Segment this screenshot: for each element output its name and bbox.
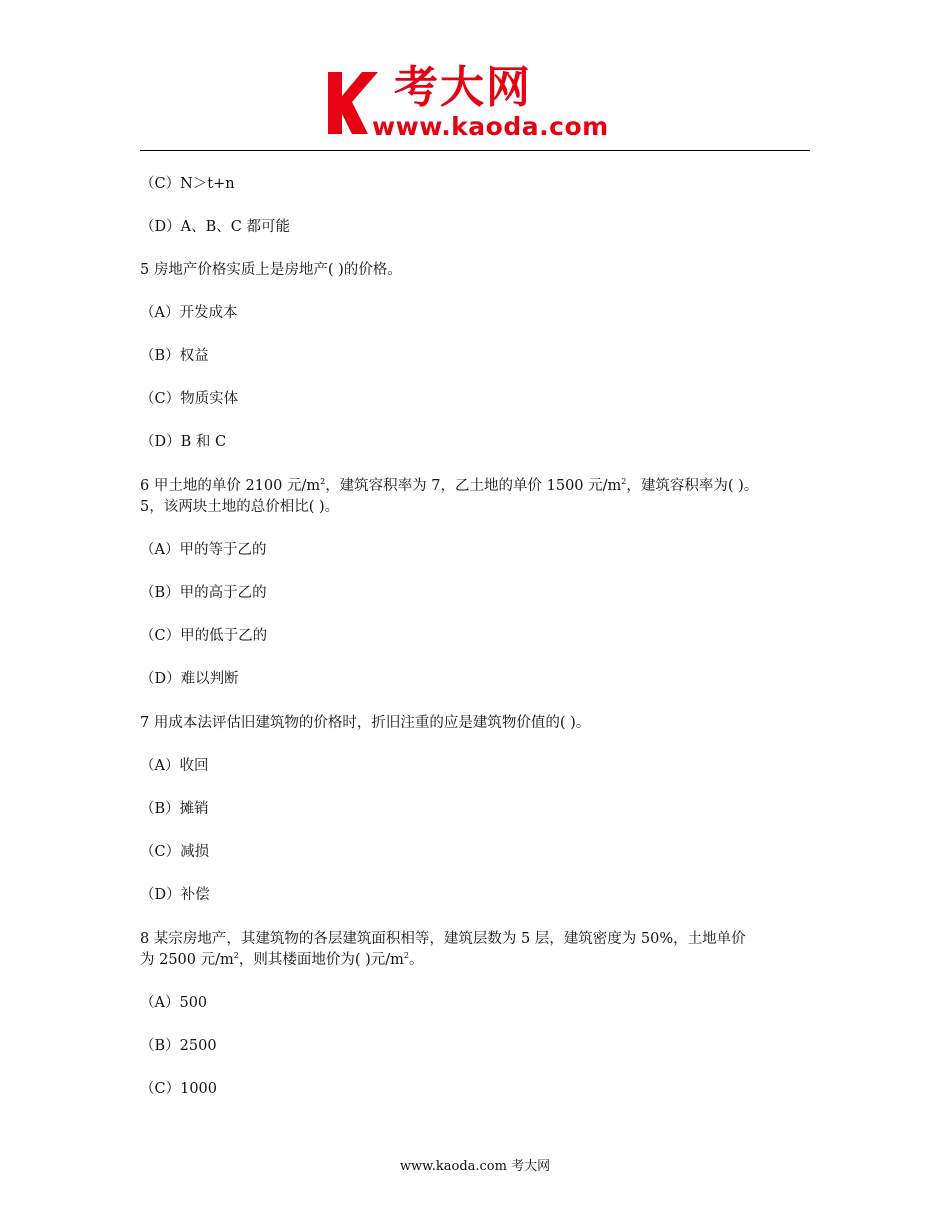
q8-option-b: （B）2500 (140, 1038, 217, 1054)
q6-stem-line-1 (140, 476, 758, 497)
q6-stem-part: ，建筑容积率为 7，乙土地的单价 1500 元/m (325, 478, 622, 494)
q5-option-a: （A）开发成本 (140, 305, 238, 321)
q6-option-b: （B）甲的高于乙的 (140, 585, 267, 601)
q4-option-d: （D）A、B、C 都可能 (140, 219, 290, 235)
q8-stem-part: ，则其楼面地价为( )元/m (238, 952, 404, 968)
logo-brand-url: www.kaoda.com (372, 112, 609, 141)
q5-option-b: （B）权益 (140, 348, 209, 364)
superscript-2: 2 (233, 951, 239, 960)
superscript-2: 2 (621, 477, 627, 486)
q7-stem: 7 用成本法评估旧建筑物的价格时，折旧注重的应是建筑物价值的( )。 (140, 715, 591, 731)
q6-stem-part: 6 甲土地的单价 2100 元/m (140, 478, 321, 494)
q6-stem-part: ，建筑容积率为( )。 (626, 478, 759, 494)
q8-stem-part: 。 (409, 952, 424, 968)
q6-option-a: （A）甲的等于乙的 (140, 542, 267, 558)
q6-stem-line-2: 5，该两块土地的总价相比( )。 (140, 499, 340, 515)
q6-option-d: （D）难以判断 (140, 671, 239, 687)
q8-option-c: （C）1000 (140, 1081, 217, 1097)
q8-stem-line-2 (140, 950, 424, 971)
q8-stem-part: 为 2500 元/m (140, 952, 234, 968)
superscript-2: 2 (403, 951, 410, 960)
q7-option-c: （C）减损 (140, 844, 210, 860)
q8-option-a: （A）500 (140, 995, 208, 1011)
q7-option-a: （A）收回 (140, 758, 209, 774)
q7-option-b: （B）摊销 (140, 801, 209, 817)
q5-option-d: （D）B 和 C (140, 434, 227, 450)
q5-option-c: （C）物质实体 (140, 391, 239, 407)
q5-stem: 5 房地产价格实质上是房地产( )的价格。 (140, 262, 402, 278)
kaoda-logo (322, 60, 642, 142)
q8-stem-line-1: 8 某宗房地产，其建筑物的各层建筑面积相等，建筑层数为 5 层，建筑密度为 50%，土地单价 (140, 931, 746, 947)
q7-option-d: （D）补偿 (140, 887, 210, 903)
page-footer: www.kaoda.com 考大网 (399, 1159, 551, 1174)
header-divider (140, 150, 810, 151)
q6-option-c: （C）甲的低于乙的 (140, 628, 268, 644)
logo-brand-name: 考大网 (394, 62, 532, 113)
q4-option-c: （C）N＞t+n (140, 176, 235, 192)
superscript-2: 2 (320, 477, 326, 486)
